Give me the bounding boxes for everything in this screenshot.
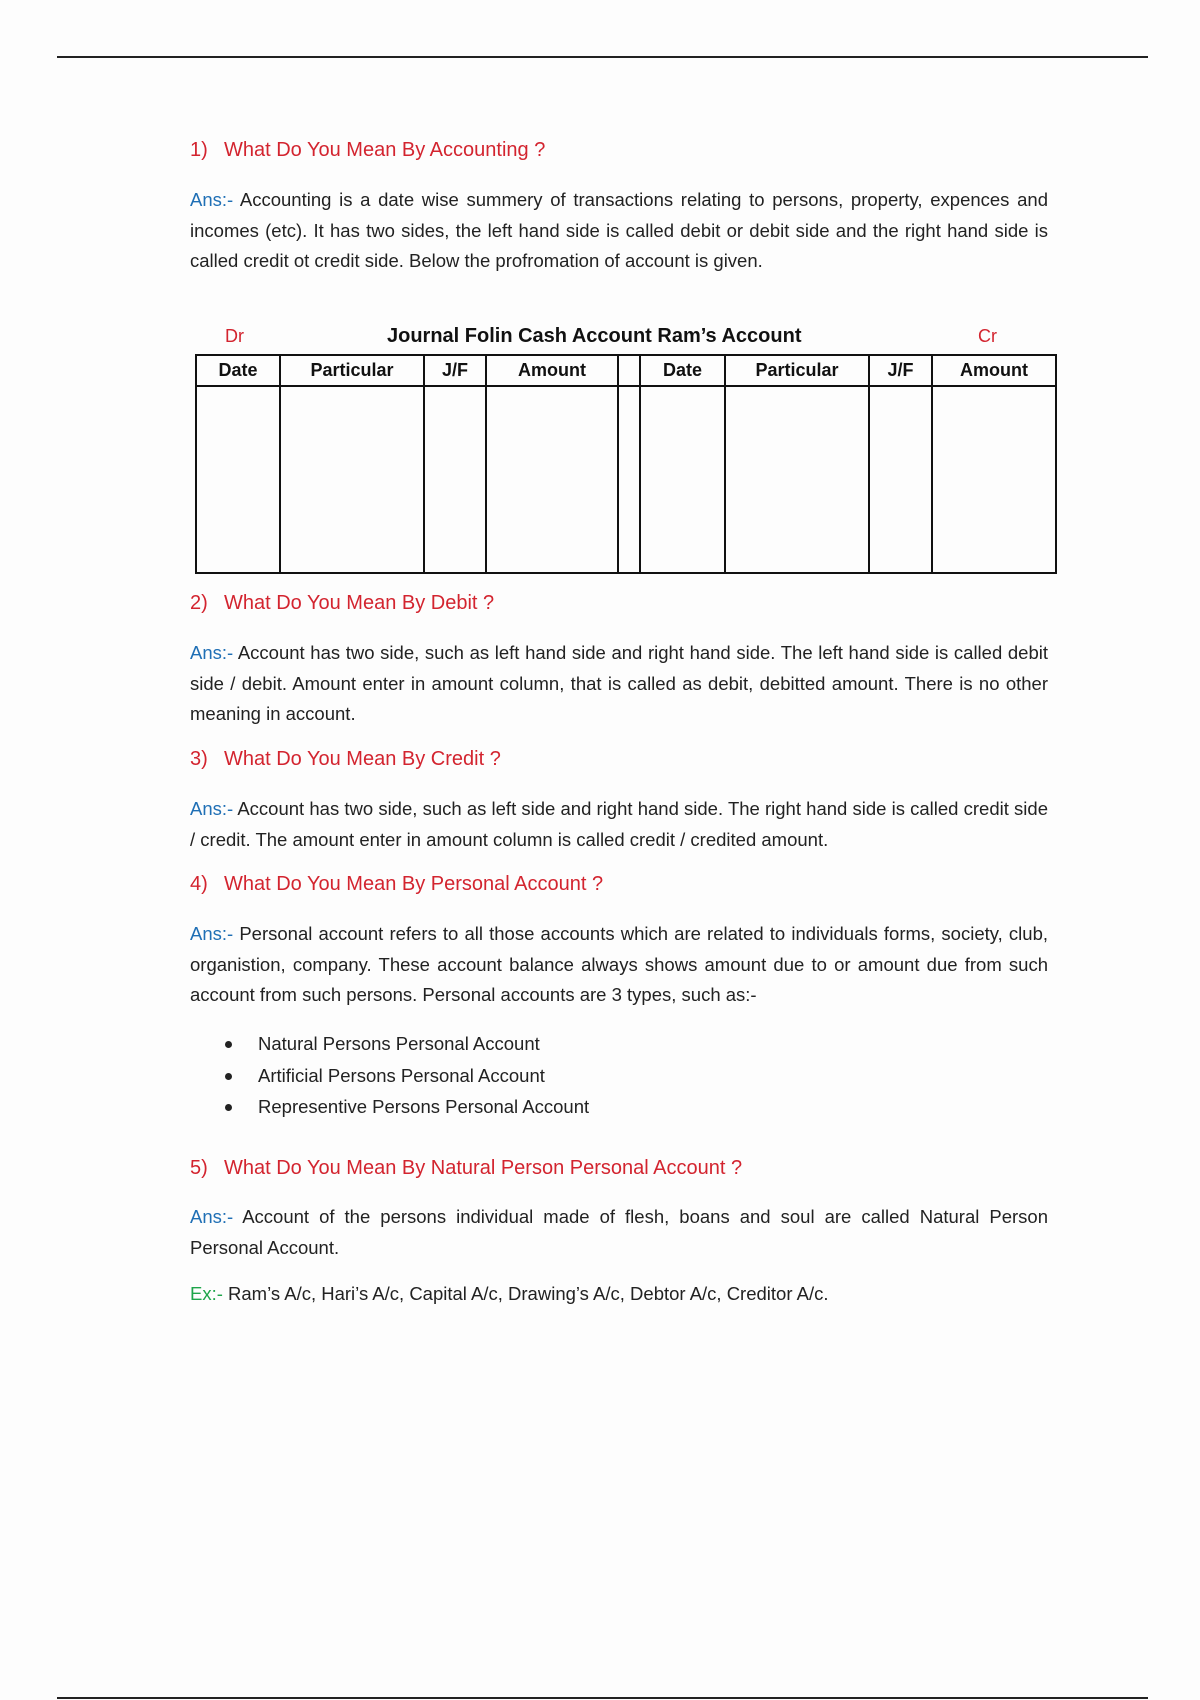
answer-2 [190, 638, 1048, 730]
answer-1 [190, 185, 1048, 277]
ex-label: Ex:- [190, 1283, 223, 1304]
question-title: What Do You Mean By Debit ? [224, 592, 495, 614]
example-text: Ram’s A/c, Hari’s A/c, Capital A/c, Drawing’s A/c, Debtor A/c, Creditor A/c. [228, 1283, 829, 1304]
cr-label: Cr [978, 326, 997, 346]
header-divider [618, 355, 640, 386]
cell [424, 386, 486, 573]
question-number: 5) [190, 1157, 208, 1179]
ans-label: Ans:- [190, 189, 234, 210]
answer-3 [190, 794, 1048, 855]
ledger-table [195, 354, 1057, 574]
answer-text: Accounting is a date wise summery of transactions relating to persons, property, expences and incomes (etc). It has two sides, the left hand side is called debit or debit side and the right hand side is called credit ot credit side. Below the profromation of account is given. [190, 189, 1048, 271]
question-title: What Do You Mean By Accounting ? [224, 139, 546, 161]
answer-4 [190, 919, 1048, 1011]
question-title: What Do You Mean By Natural Person Personal Account ? [224, 1157, 743, 1179]
question-5-heading [190, 1157, 742, 1180]
cell [725, 386, 869, 573]
cell [869, 386, 932, 573]
list-item: Natural Persons Personal Account [222, 1028, 589, 1060]
header-jf-cr: J/F [869, 355, 932, 386]
ledger-title: Journal Folin Cash Account Ram’s Account [387, 325, 802, 347]
bottom-rule [57, 1697, 1148, 1699]
top-rule [57, 56, 1148, 58]
ledger-body-row [196, 386, 1056, 573]
cell [618, 386, 640, 573]
example-5 [190, 1279, 1048, 1310]
ans-label: Ans:- [190, 642, 234, 663]
question-2-heading [190, 592, 494, 615]
cell [932, 386, 1056, 573]
header-particular-dr: Particular [280, 355, 424, 386]
header-jf-dr: J/F [424, 355, 486, 386]
answer-5 [190, 1202, 1048, 1263]
header-amount-cr: Amount [932, 355, 1056, 386]
question-title: What Do You Mean By Personal Account ? [224, 873, 604, 895]
question-3-heading [190, 748, 501, 771]
question-number: 3) [190, 748, 208, 770]
question-4-heading [190, 873, 603, 896]
personal-account-types-list [222, 1028, 589, 1123]
cell [486, 386, 618, 573]
question-title: What Do You Mean By Credit ? [224, 748, 501, 770]
cell [640, 386, 725, 573]
dr-label: Dr [225, 326, 244, 346]
ledger-header-row [196, 355, 1056, 386]
answer-text: Account has two side, such as left hand side and right hand side. The left hand side is called debit side / debit. Amount enter in amount column, that is called as debit, debitted amount. There is no other meaning in account. [190, 642, 1048, 724]
ans-label: Ans:- [190, 923, 234, 944]
list-item: Artificial Persons Personal Account [222, 1060, 589, 1092]
header-date-cr: Date [640, 355, 725, 386]
ans-label: Ans:- [190, 1206, 234, 1227]
cell [196, 386, 280, 573]
header-date-dr: Date [196, 355, 280, 386]
question-1-heading [190, 139, 545, 162]
question-number: 1) [190, 139, 208, 161]
question-number: 4) [190, 873, 208, 895]
question-number: 2) [190, 592, 208, 614]
cell [280, 386, 424, 573]
answer-text: Account has two side, such as left side and right hand side. The right hand side is called credit side / credit. The amount enter in amount column is called credit / credited amount. [190, 798, 1048, 850]
answer-text: Personal account refers to all those accounts which are related to individuals forms, society, club, organistion, company. These account balance always shows amount due to or amount due from such account from such persons. Personal accounts are 3 types, such as:- [190, 923, 1048, 1005]
list-item: Representive Persons Personal Account [222, 1091, 589, 1123]
answer-text: Account of the persons individual made of flesh, boans and soul are called Natural Person Personal Account. [190, 1206, 1048, 1258]
header-amount-dr: Amount [486, 355, 618, 386]
ans-label: Ans:- [190, 798, 234, 819]
header-particular-cr: Particular [725, 355, 869, 386]
